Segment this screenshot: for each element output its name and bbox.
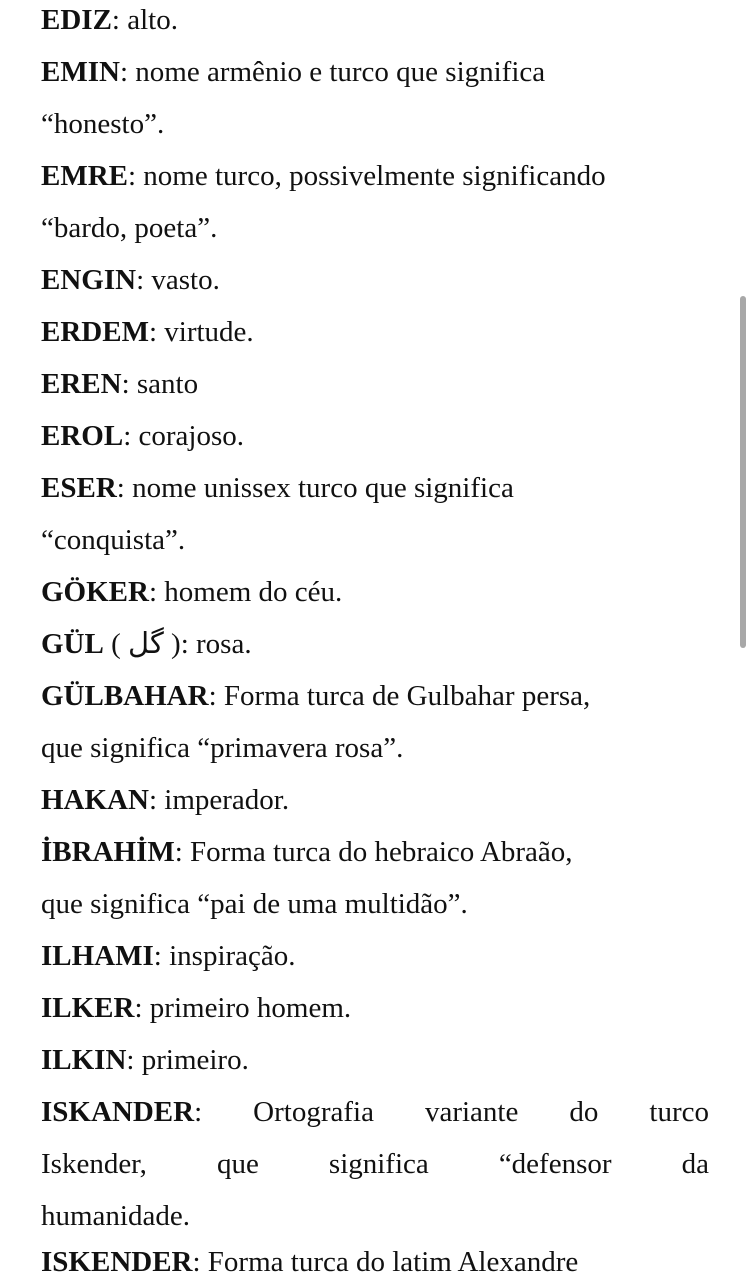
- entry-iskander-end: [41, 1190, 709, 1242]
- entry-term: EROL: [41, 420, 124, 452]
- entry-term: GÜLBAHAR: [41, 680, 209, 712]
- entry-emin: [41, 46, 709, 98]
- entry-definition: : primeiro homem.: [134, 992, 352, 1024]
- entry-word: da: [681, 1148, 709, 1180]
- entry-eser: [41, 462, 709, 514]
- entry-definition: que significa “pai de uma multidão”.: [41, 888, 468, 920]
- entry-word: do: [569, 1096, 599, 1128]
- entry-gulbahar: [41, 670, 709, 722]
- entry-definition: “honesto”.: [41, 108, 165, 140]
- entry-word: :: [194, 1096, 203, 1128]
- entry-ilkin: [41, 1034, 709, 1086]
- entry-term-with-colon: [41, 1086, 202, 1138]
- entry-definition: “conquista”.: [41, 524, 186, 556]
- entry-term: ILKIN: [41, 1044, 127, 1076]
- entry-term: GÜL: [41, 628, 104, 660]
- entry-definition: : inspiração.: [153, 940, 296, 972]
- glossary: [41, 0, 709, 1242]
- entry-emre: [41, 150, 709, 202]
- entry-word: significa: [328, 1148, 429, 1180]
- entry-definition: : imperador.: [148, 784, 290, 816]
- entry-term: ILHAMI: [41, 940, 154, 972]
- entry-definition: : vasto.: [136, 264, 220, 296]
- entry-definition: : homem do céu.: [148, 576, 343, 608]
- entry-erdem: [41, 306, 709, 358]
- entry-definition: que significa “primavera rosa”.: [41, 732, 404, 764]
- entry-term: ISKENDER: [41, 1246, 193, 1278]
- scrollbar-thumb[interactable]: [740, 296, 746, 648]
- entry-eser-continued: [41, 514, 709, 566]
- entry-word: variante: [424, 1096, 519, 1128]
- entry-ilhami: [41, 930, 709, 982]
- entry-definition: : Forma turca de Gulbahar persa,: [208, 680, 591, 712]
- entry-engin: [41, 254, 709, 306]
- entry-term: ESER: [41, 472, 117, 504]
- entry-hakan: [41, 774, 709, 826]
- entry-emin-continued: [41, 98, 709, 150]
- entry-ilker: [41, 982, 709, 1034]
- entry-goker: [41, 566, 709, 618]
- entry-definition: : corajoso.: [123, 420, 244, 452]
- entry-erol: [41, 410, 709, 462]
- entry-ibrahim-continued: [41, 878, 709, 930]
- entry-definition: : alto.: [111, 4, 178, 36]
- entry-term: GÖKER: [41, 576, 149, 608]
- entry-gulbahar-continued: [41, 722, 709, 774]
- entry-definition: ( گل ): rosa.: [103, 628, 252, 660]
- entry-ediz: [41, 0, 709, 46]
- entry-emre-continued: [41, 202, 709, 254]
- entry-word: “defensor: [498, 1148, 612, 1180]
- entry-definition: : santo: [121, 368, 199, 400]
- entry-term: EREN: [41, 368, 122, 400]
- entry-definition: : nome armênio e turco que significa: [119, 56, 546, 88]
- entry-definition: : nome unissex turco que significa: [116, 472, 514, 504]
- entry-definition: : virtude.: [148, 316, 254, 348]
- entry-term: ISKANDER: [41, 1096, 195, 1128]
- entry-term: ENGIN: [41, 264, 137, 296]
- entry-definition: : nome turco, possivelmente significando: [128, 160, 606, 192]
- entry-word: Iskender,: [41, 1148, 147, 1180]
- entry-iskander: [41, 1086, 709, 1138]
- entry-word: Ortografia: [253, 1096, 374, 1128]
- entry-term: EMIN: [41, 56, 120, 88]
- entry-term: ERDEM: [41, 316, 149, 348]
- entry-term: EMRE: [41, 160, 128, 192]
- entry-term: HAKAN: [41, 784, 149, 816]
- entry-iskender-partial: [41, 1236, 578, 1288]
- entry-definition: : Forma turca do latim Alexandre: [192, 1246, 579, 1278]
- entry-gul: [41, 618, 709, 670]
- entry-definition: “bardo, poeta”.: [41, 212, 218, 244]
- entry-word: turco: [649, 1096, 709, 1128]
- entry-word: que: [216, 1148, 259, 1180]
- entry-definition: : primeiro.: [126, 1044, 249, 1076]
- entry-eren: [41, 358, 709, 410]
- entry-definition: : Forma turca do hebraico Abraão,: [174, 836, 573, 868]
- entry-term: EDIZ: [41, 4, 112, 36]
- entry-definition: humanidade.: [41, 1200, 190, 1232]
- entry-term: ILKER: [41, 992, 135, 1024]
- entry-term: İBRAHİM: [41, 836, 175, 868]
- entry-ibrahim: [41, 826, 709, 878]
- entry-iskander-continued: [41, 1138, 709, 1190]
